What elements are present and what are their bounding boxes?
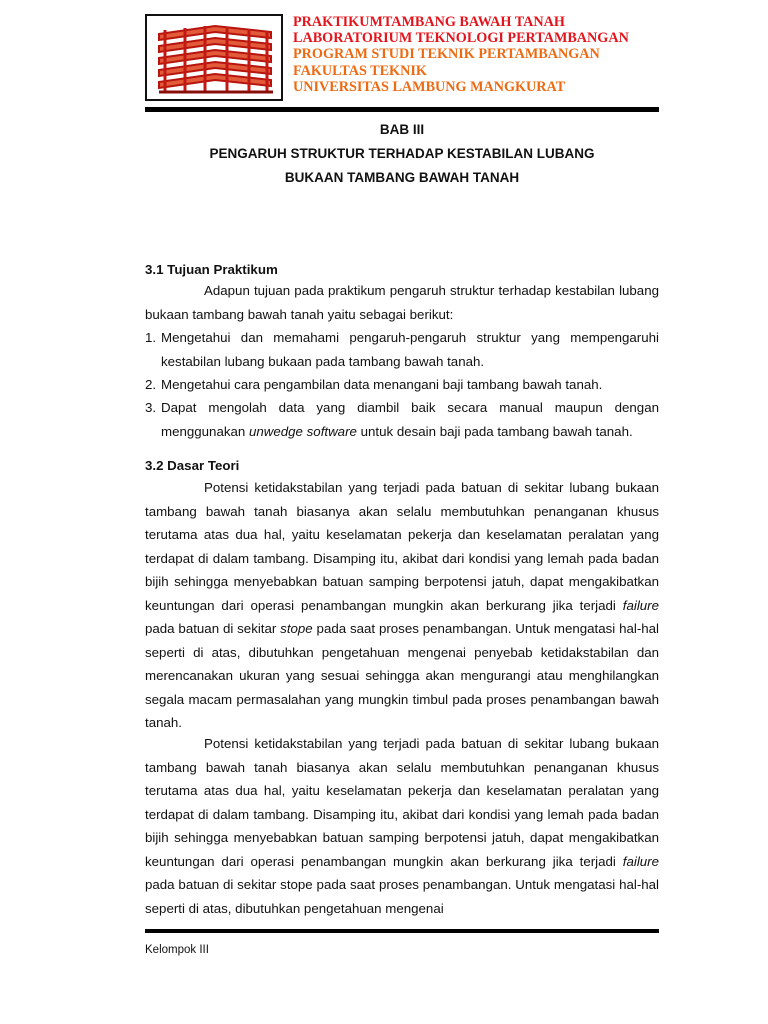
header-line-4: FAKULTAS TEKNIK	[293, 62, 427, 79]
list-item-number: 1.	[145, 330, 157, 345]
list-item-text: Dapat mengolah data yang diambil baik secara manual maupun dengan menggunakan unwedge software untuk desain baji pada tambang bawah tanah.	[161, 400, 659, 439]
header-line-3: PROGRAM STUDI TEKNIK PERTAMBANGAN	[293, 46, 600, 63]
list-item	[145, 373, 659, 397]
chapter-title-line-1: PENGARUH STRUKTUR TERHADAP KESTABILAN LUBANG	[209, 146, 595, 161]
dasar-teori-paragraph-2: Potensi ketidakstabilan yang terjadi pada batuan di sekitar lubang bukaan tambang bawah tanah biasanya akan selalu membutuhkan penanganan khusus terutama atas dua hal, yaitu keselamatan pekerja dan keselamatan peralatan yang terdapat di dalam tambang. Disamping itu, akibat dari kondisi yang lemah pada badan bijih sehingga menyebabkan batuan samping berpotensi jatuh, dapat mengakibatkan keuntungan dari operasi penambangan mungkin akan berkurang jika terjadi failure pada batuan di sekitar stope pada saat proses penambangan. Untuk mengatasi hal-hal seperti di atas, dibutuhkan pengetahuan mengenai	[145, 736, 659, 916]
institution-header	[293, 14, 629, 95]
list-item	[145, 326, 659, 373]
footer-group-label: Kelompok III	[145, 944, 209, 956]
chapter-title-line-2: BUKAAN TAMBANG BAWAH TANAH	[284, 170, 520, 185]
laboratory-logo	[145, 14, 283, 101]
list-item-text: Mengetahui cara pengambilan data menangani baji tambang bawah tanah.	[161, 377, 603, 392]
list-item-text: Mengetahui dan memahami pengaruh-pengaruh struktur yang mempengaruhi kestabilan lubang bukaan pada tambang bawah tanah.	[161, 330, 659, 369]
footer-divider	[145, 929, 659, 933]
chapter-label: BAB III	[379, 122, 425, 137]
dasar-teori-paragraph-1: Potensi ketidakstabilan yang terjadi pada batuan di sekitar lubang bukaan tambang bawah tanah biasanya akan selalu membutuhkan penanganan khusus terutama atas dua hal, yaitu keselamatan pekerja dan keselamatan peralatan yang terdapat di dalam tambang. Disamping itu, akibat dari kondisi yang lemah pada badan bijih sehingga menyebabkan batuan samping berpotensi jatuh, dapat mengakibatkan keuntungan dari operasi penambangan mungkin akan berkurang jika terjadi failure pada batuan di sekitar stope pada saat proses penambangan. Untuk mengatasi hal-hal seperti di atas, dibutuhkan pengetahuan mengenai penyebab ketidakstabilan dan merencanakan ukuran yang sesuai sehingga akan mengurangi atau menghilangkan segala macam permasalahan yang mungkin timbul pada proses penambangan bawah tanah.	[145, 480, 659, 730]
section-heading-dasar-teori: 3.2 Dasar Teori	[145, 458, 240, 473]
list-item-number: 2.	[145, 377, 157, 392]
wood-stack-icon	[155, 22, 277, 96]
list-item	[145, 396, 659, 443]
section-heading-tujuan: 3.1 Tujuan Praktikum	[145, 262, 278, 277]
header-divider	[145, 107, 659, 112]
list-item-number: 3.	[145, 400, 157, 415]
header-line-1: PRAKTIKUMTAMBANG BAWAH TANAH	[293, 14, 565, 30]
tujuan-intro-paragraph: Adapun tujuan pada praktikum pengaruh struktur terhadap kestabilan lubang bukaan tambang bawah tanah yaitu sebagai berikut:	[145, 283, 659, 322]
header-line-5: UNIVERSITAS LAMBUNG MANGKURAT	[293, 78, 566, 95]
header-line-2: LABORATORIUM TEKNOLOGI PERTAMBANGAN	[293, 30, 629, 47]
